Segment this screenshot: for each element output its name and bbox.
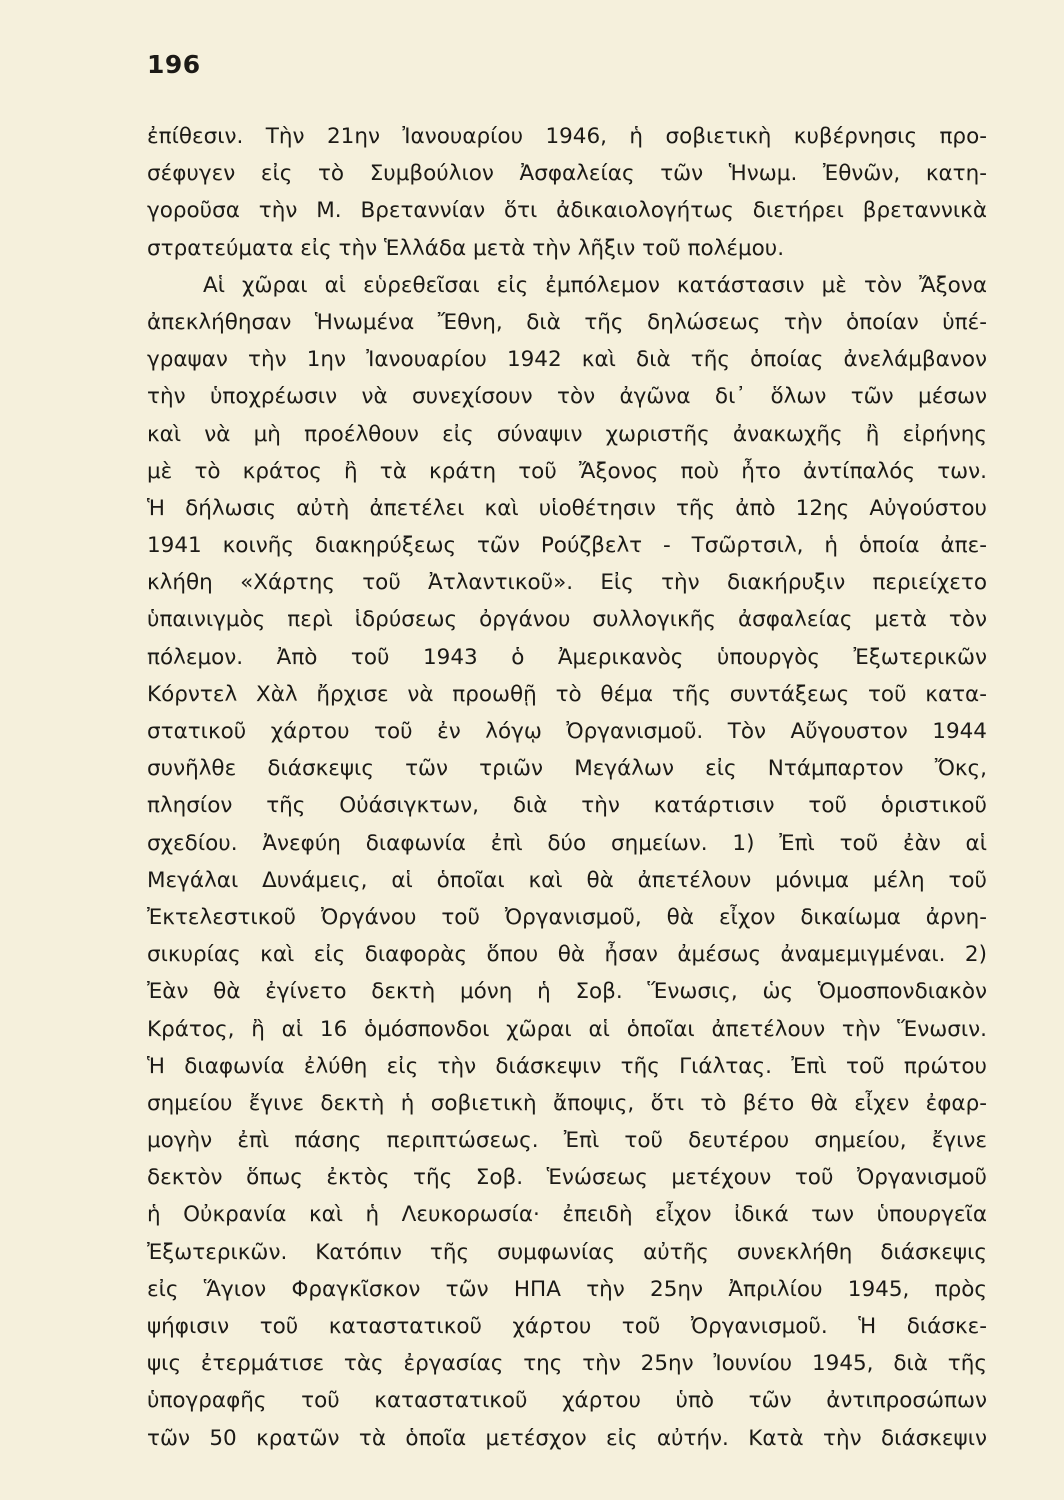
text-line: γοροῦσα τὴν Μ. Βρεταννίαν ὅτι ἀδικαιολογήτως διετήρει βρεταννικὰ bbox=[147, 198, 987, 224]
text-line: καὶ νὰ μὴ προέλθουν εἰς σύναψιν χωριστῆς ἀνακωχῆς ἢ εἰρήνης bbox=[147, 421, 987, 447]
text-line: στρατεύματα εἰς τὴν Ἑλλάδα μετὰ τὴν λῆξιν τοῦ πολέμου. bbox=[147, 235, 785, 261]
text-line: σημείου ἔγινε δεκτὴ ἡ σοβιετικὴ ἄποψις, ὅτι τὸ βέτο θὰ εἶχεν ἐφαρ- bbox=[147, 1090, 987, 1116]
text-line: γραψαν τὴν 1ην Ἰανουαρίου 1942 καὶ διὰ τῆς ὁποίας ἀνελάμβανον bbox=[147, 347, 987, 373]
body-text bbox=[147, 118, 987, 1457]
text-line: Ἐκτελεστικοῦ Ὀργάνου τοῦ Ὀργανισμοῦ, θὰ εἶχον δικαίωμα ἀρνη- bbox=[147, 904, 987, 930]
text-line: ὑπαινιγμὸς περὶ ἱδρύσεως ὀργάνου συλλογικῆς ἀσφαλείας μετὰ τὸν bbox=[147, 607, 987, 633]
text-line: σχεδίου. Ἀνεφύη διαφωνία ἐπὶ δύο σημείων. 1) Ἐπὶ τοῦ ἐὰν αἱ bbox=[147, 830, 987, 856]
text-line: εἰς Ἅγιον Φραγκῖσκον τῶν ΗΠΑ τὴν 25ην Ἀπριλίου 1945, πρὸς bbox=[147, 1276, 987, 1302]
text-line: ὑπογραφῆς τοῦ καταστατικοῦ χάρτου ὑπὸ τῶν ἀντιπροσώπων bbox=[147, 1388, 987, 1414]
text-line: ἡ Οὐκρανία καὶ ἡ Λευκορωσία· ἐπειδὴ εἶχον ἰδικά των ὑπουργεῖα bbox=[147, 1202, 987, 1228]
text-line: 1941 κοινῆς διακηρύξεως τῶν Ρούζβελτ - Τσῶρτσιλ, ἡ ὁποία ἀπε- bbox=[147, 533, 987, 559]
text-line: ἀπεκλήθησαν Ἡνωμένα Ἔθνη, διὰ τῆς δηλώσεως τὴν ὁποίαν ὑπέ- bbox=[147, 309, 987, 335]
text-line: ψήφισιν τοῦ καταστατικοῦ χάρτου τοῦ Ὀργανισμοῦ. Ἡ διάσκε- bbox=[147, 1314, 987, 1339]
text-line: Ἐὰν θὰ ἐγίνετο δεκτὴ μόνη ἡ Σοβ. Ἕνωσις, ὡς Ὁμοσπονδιακὸν bbox=[147, 979, 987, 1005]
text-line: τῶν 50 κρατῶν τὰ ὁποῖα μετέσχον εἰς αὐτήν. Κατὰ τὴν διάσκεψιν bbox=[147, 1425, 987, 1451]
text-line: ψις ἐτερμάτισε τὰς ἐργασίας της τὴν 25ην Ἰουνίου 1945, διὰ τῆς bbox=[147, 1351, 987, 1377]
text-line: Ἡ δήλωσις αὐτὴ ἀπετέλει καὶ υἱοθέτησιν τῆς ἀπὸ 12ης Αὐγούστου bbox=[147, 495, 987, 521]
text-line: ἐπίθεσιν. Τὴν 21ην Ἰανουαρίου 1946, ἡ σοβιετικὴ κυβέρνησις προ- bbox=[147, 124, 987, 149]
text-line: πόλεμον. Ἀπὸ τοῦ 1943 ὁ Ἀμερικανὸς ὑπουργὸς Ἐξωτερικῶν bbox=[147, 644, 987, 670]
text-line: σέφυγεν εἰς τὸ Συμβούλιον Ἀσφαλείας τῶν Ἡνωμ. Ἐθνῶν, κατη- bbox=[147, 161, 987, 187]
page-number: 196 bbox=[147, 50, 201, 79]
text-line: Κράτος, ἢ αἱ 16 ὁμόσπονδοι χῶραι αἱ ὁποῖαι ἀπετέλουν τὴν Ἕνωσιν. bbox=[147, 1016, 987, 1042]
text-line: Ἐξωτερικῶν. Κατόπιν τῆς συμφωνίας αὐτῆς συνεκλήθη διάσκεψις bbox=[147, 1239, 987, 1265]
text-line: στατικοῦ χάρτου τοῦ ἐν λόγῳ Ὀργανισμοῦ. Τὸν Αὔγουστον 1944 bbox=[147, 719, 987, 744]
text-line: Ἡ διαφωνία ἐλύθη εἰς τὴν διάσκεψιν τῆς Γιάλτας. Ἐπὶ τοῦ πρώτου bbox=[147, 1053, 987, 1079]
text-line: κλήθη «Χάρτης τοῦ Ἀτλαντικοῦ». Εἰς τὴν διακήρυξιν περιείχετο bbox=[147, 570, 987, 596]
text-line: συνῆλθε διάσκεψις τῶν τριῶν Μεγάλων εἰς Ντάμπαρτον Ὄκς, bbox=[147, 756, 987, 782]
text-line: μὲ τὸ κράτος ἢ τὰ κράτη τοῦ Ἄξονος ποὺ ἦτο ἀντίπαλός των. bbox=[147, 458, 987, 484]
text-line: σικυρίας καὶ εἰς διαφορὰς ὅπου θὰ ἦσαν ἀμέσως ἀναμεμιγμέναι. 2) bbox=[147, 942, 987, 968]
text-line: τὴν ὑποχρέωσιν νὰ συνεχίσουν τὸν ἀγῶνα δι᾽ ὅλων τῶν μέσων bbox=[147, 384, 987, 410]
text-line: Αἱ χῶραι αἱ εὑρεθεῖσαι εἰς ἐμπόλεμον κατάστασιν μὲ τὸν Ἄξονα bbox=[203, 272, 987, 298]
text-line: μογὴν ἐπὶ πάσης περιπτώσεως. Ἐπὶ τοῦ δευτέρου σημείου, ἔγινε bbox=[147, 1128, 987, 1154]
text-line: δεκτὸν ὅπως ἐκτὸς τῆς Σοβ. Ἑνώσεως μετέχουν τοῦ Ὀργανισμοῦ bbox=[147, 1165, 987, 1191]
text-line: Μεγάλαι Δυνάμεις, αἱ ὁποῖαι καὶ θὰ ἀπετέλουν μόνιμα μέλη τοῦ bbox=[147, 867, 987, 893]
text-line: Κόρντελ Χὰλ ἤρχισε νὰ προωθῇ τὸ θέμα τῆς συντάξεως τοῦ κατα- bbox=[147, 681, 987, 707]
text-line: πλησίον τῆς Οὐάσιγκτων, διὰ τὴν κατάρτισιν τοῦ ὁριστικοῦ bbox=[147, 793, 987, 819]
